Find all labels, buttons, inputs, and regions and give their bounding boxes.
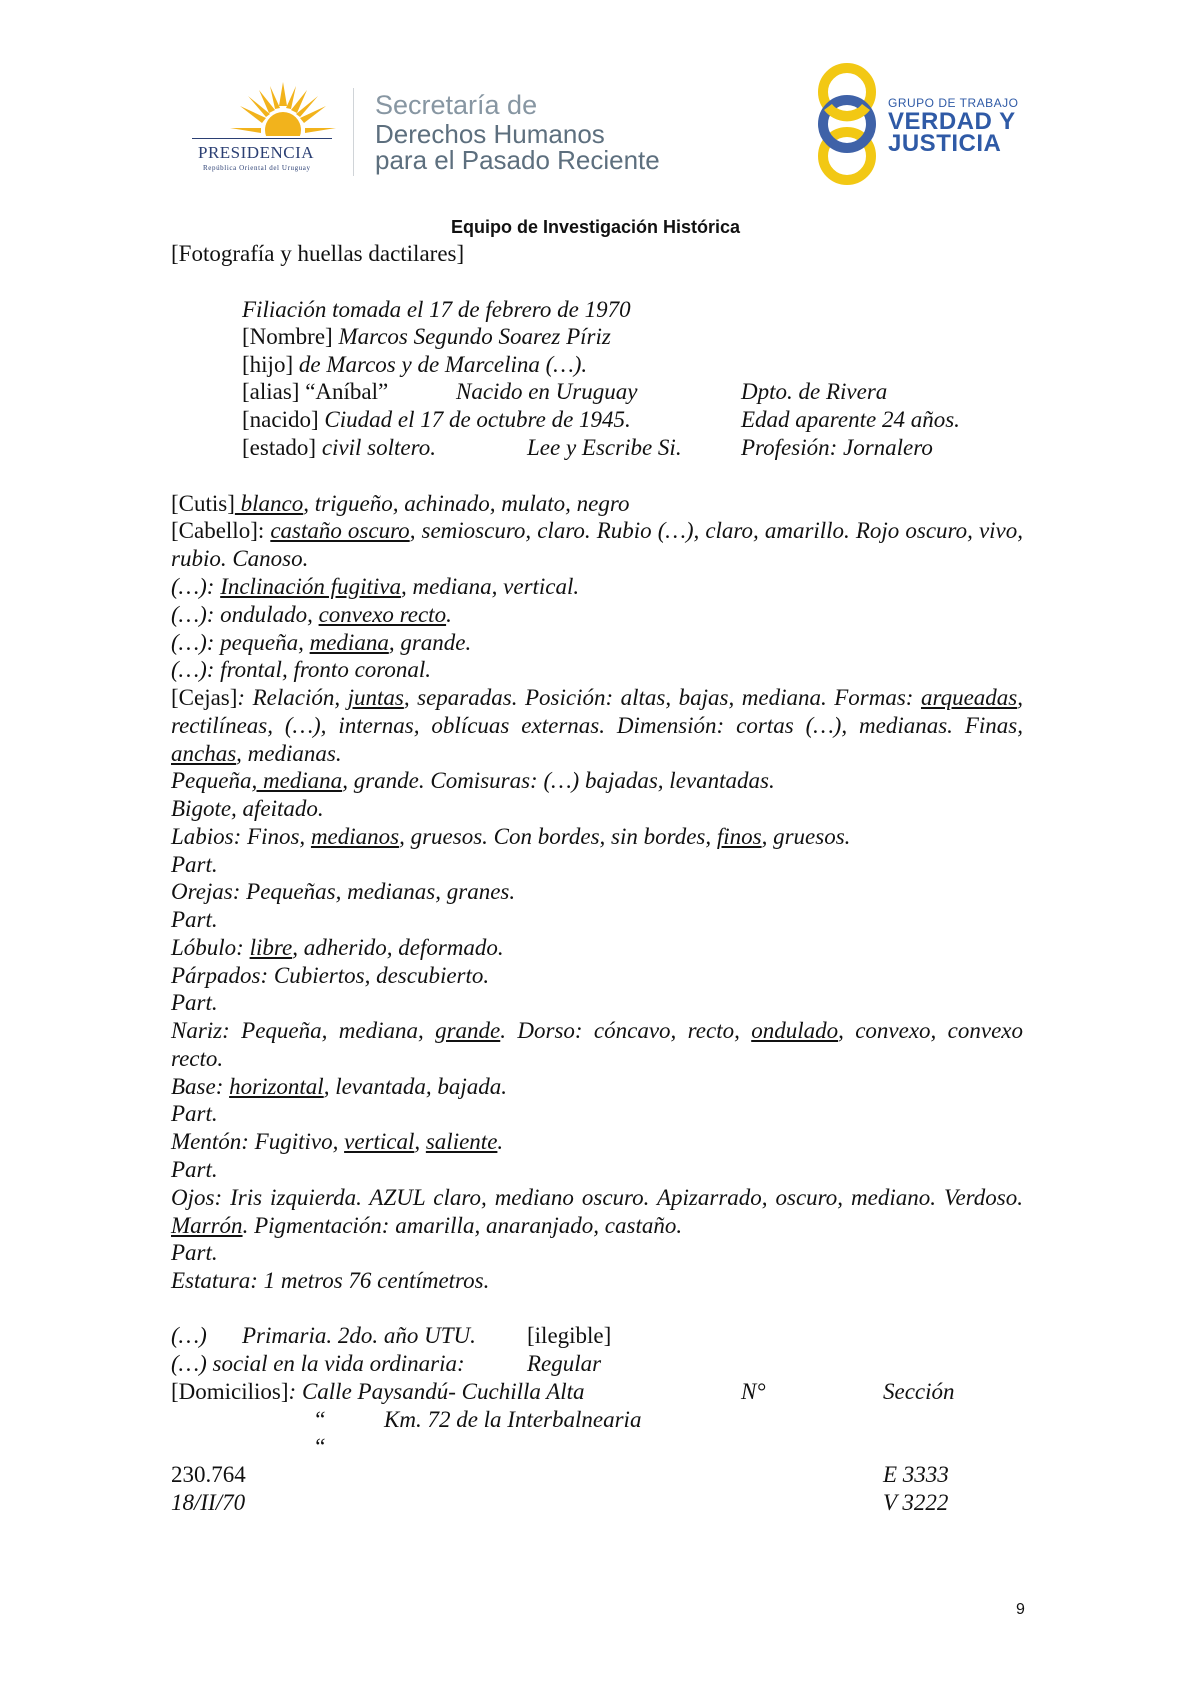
base-text-b: , levantada, bajada. xyxy=(323,1074,508,1099)
nariz-text-a: Nariz: Pequeña, mediana, xyxy=(171,1018,436,1043)
hijo-label: [hijo] xyxy=(242,352,294,377)
cejas-text-a: : Relación, xyxy=(237,685,348,710)
menton-text-a: Mentón: Fugitivo, xyxy=(171,1129,345,1154)
frente-perfil-label: (…): ondulado, xyxy=(171,602,319,627)
labios-text-c: , gruesos. xyxy=(761,824,851,849)
frente-inclinacion-options: , mediana, vertical. xyxy=(400,574,580,599)
domicilio-km: Km. 72 de la Interbalnearia xyxy=(384,1407,642,1432)
cejas-relacion-selected: juntas xyxy=(347,685,404,710)
page-number: 9 xyxy=(1016,1601,1025,1618)
base-line xyxy=(171,1073,507,1101)
grupo-trabajo-label: GRUPO DE TRABAJO xyxy=(888,96,1019,110)
ojos-text-a: Ojos: Iris izquierda. AZUL claro, mediano oscuro. Apizarrado, oscuro, mediano. Verdoso. xyxy=(171,1185,1023,1210)
frente-perfil-selected: convexo recto xyxy=(318,602,447,627)
cejas-paragraph xyxy=(171,684,1023,768)
part-line: Part. xyxy=(171,1101,218,1126)
nombre-value: Marcos Segundo Soarez Píriz xyxy=(332,324,611,349)
alias-label: [alias] “Aníbal” xyxy=(242,379,389,404)
menton-sep: , xyxy=(414,1129,426,1154)
cabello-label: [Cabello]: xyxy=(171,518,271,543)
nombre-line xyxy=(242,323,611,351)
frente-inclinacion xyxy=(171,573,579,601)
labios-text-a: Labios: Finos, xyxy=(171,824,311,849)
frente-altura-selected: mediana xyxy=(309,630,389,655)
labios-text-b: , gruesos. Con bordes, sin bordes, xyxy=(399,824,717,849)
base-text-a: Base: xyxy=(171,1074,230,1099)
frente-altura xyxy=(171,629,471,657)
ditto-mark: “ xyxy=(313,1407,326,1432)
secretaria-title-line1: Secretaría de xyxy=(375,90,538,120)
filiacion-line: Filiación tomada el 17 de febrero de 1970 xyxy=(242,297,631,322)
frente-particularidades: (…): frontal, fronto coronal. xyxy=(171,657,432,682)
frente-altura-options: , grande. xyxy=(388,630,472,655)
labios-bordes-selected: finos xyxy=(716,824,762,849)
verdad-y-label: VERDAD Y xyxy=(888,108,1016,135)
nariz-dorso-selected: ondulado xyxy=(751,1018,839,1043)
menton-line xyxy=(171,1128,503,1156)
header-vertical-divider xyxy=(353,88,354,176)
nacido-en: Nacido en Uruguay xyxy=(456,379,638,404)
nacido-line xyxy=(242,406,631,434)
social-label: (…) social en la vida ordinaria: xyxy=(171,1351,465,1376)
verdad-justicia-rings-logo xyxy=(808,62,886,186)
departamento: Dpto. de Rivera xyxy=(741,379,888,404)
part-line: Part. xyxy=(171,852,218,877)
domicilios-label: [Domicilios] xyxy=(171,1379,289,1404)
social-value: Regular xyxy=(527,1351,602,1376)
part-line: Part. xyxy=(171,1240,218,1265)
frente-inclinacion-label: (…): xyxy=(171,574,221,599)
menton-selected-1: vertical xyxy=(344,1129,415,1154)
cabello-options: , semioscuro, claro. Rubio (…), claro, amarillo. Rojo oscuro, vivo, rubio. Canoso. xyxy=(171,518,1023,571)
lobulo-text-b: , adherido, deformado. xyxy=(292,935,504,960)
orejas-line: Orejas: Pequeñas, medianas, granes. xyxy=(171,879,516,904)
secretaria-title-line3: para el Pasado Reciente xyxy=(375,145,660,175)
frente-perfil xyxy=(171,601,452,629)
nariz-text-c: , convexo, convexo recto. xyxy=(171,1018,1024,1071)
registro-v: V 3222 xyxy=(883,1490,949,1515)
nariz-paragraph xyxy=(171,1017,1023,1073)
part-line: Part. xyxy=(171,1157,218,1182)
domicilios-value: : Calle Paysandú- Cuchilla Alta xyxy=(288,1379,585,1404)
cutis-selected: blanco xyxy=(234,491,304,516)
hijo-value: de Marcos y de Marcelina (…). xyxy=(293,352,588,377)
presidencia-text: PRESIDENCIA xyxy=(198,143,315,162)
estado-value: civil soltero. xyxy=(316,435,436,460)
registro-e: E 3333 xyxy=(883,1462,949,1487)
registro-numero: 230.764 xyxy=(171,1462,246,1487)
cejas-forma-selected: arqueadas xyxy=(920,685,1018,710)
lobulo-line xyxy=(171,934,504,962)
seccion-label: Sección xyxy=(883,1379,955,1404)
edad-aparente: Edad aparente 24 años. xyxy=(741,407,960,432)
estatura-line: Estatura: 1 metros 76 centímetros. xyxy=(171,1268,490,1293)
menton-selected-2: saliente xyxy=(425,1129,498,1154)
boca-line xyxy=(171,767,775,795)
presidencia-subtitle: República Oriental del Uruguay xyxy=(203,164,311,172)
secretaria-title-line2: Derechos Humanos xyxy=(375,119,605,149)
bigote-line: Bigote, afeitado. xyxy=(171,796,324,821)
cutis-line xyxy=(171,490,629,518)
lobulo-text-a: Lóbulo: xyxy=(171,935,250,960)
instruccion-value: Primaria. 2do. año UTU. xyxy=(242,1323,476,1348)
nombre-label: [Nombre] xyxy=(242,324,333,349)
justicia-label: JUSTICIA xyxy=(888,130,1002,157)
frente-perfil-end: . xyxy=(446,602,452,627)
part-line: Part. xyxy=(171,990,218,1015)
photo-note: [Fotografía y huellas dactilares] xyxy=(171,241,465,266)
cejas-text-d: , medianas. xyxy=(236,741,342,766)
numero-label: N° xyxy=(741,1379,766,1404)
ditto-mark: “ xyxy=(313,1434,326,1459)
hijo-line xyxy=(242,351,587,379)
nariz-tamano-selected: grande xyxy=(435,1018,501,1043)
ilegible-note: [ilegible] xyxy=(527,1323,612,1348)
nacido-label: [nacido] xyxy=(242,407,319,432)
ojos-selected: Marrón xyxy=(171,1213,243,1238)
boca-selected: , mediana xyxy=(251,768,343,793)
cabello-selected: castaño oscuro xyxy=(270,518,410,543)
equipo-investigacion-heading: Equipo de Investigación Histórica xyxy=(450,217,741,237)
cutis-label: [Cutis] xyxy=(171,491,235,516)
frente-altura-label: (…): pequeña, xyxy=(171,630,310,655)
cejas-ancho-selected: anchas xyxy=(171,741,237,766)
estado-label: [estado] xyxy=(242,435,317,460)
part-line: Part. xyxy=(171,907,218,932)
domicilios-line xyxy=(171,1378,585,1406)
boca-text-b: , grande. Comisuras: (…) bajadas, levantadas. xyxy=(342,768,775,793)
presidencia-divider xyxy=(192,138,332,139)
lobulo-selected: libre xyxy=(249,935,293,960)
labios-grosor-selected: medianos xyxy=(310,824,400,849)
instruccion-label: (…) xyxy=(171,1323,207,1348)
nacido-value: Ciudad el 17 de octubre de 1945. xyxy=(318,407,631,432)
parpados-line: Párpados: Cubiertos, descubierto. xyxy=(171,963,490,988)
labios-line xyxy=(171,823,850,851)
boca-text-a: Pequeña xyxy=(171,768,252,793)
registro-fecha: 18/II/70 xyxy=(171,1490,246,1515)
menton-text-b: . xyxy=(497,1129,504,1154)
profesion: Profesión: Jornalero xyxy=(741,435,933,460)
ojos-text-b: . Pigmentación: amarilla, anaranjado, castaño. xyxy=(242,1213,683,1238)
cabello-paragraph xyxy=(171,517,1023,573)
estado-line xyxy=(242,434,436,462)
cejas-text-c: , rectilíneas, (…), internas, oblícuas externas. Dimensión: cortas (…), medianas. Finas, xyxy=(171,685,1023,738)
cejas-text-b: , separadas. Posición: altas, bajas, mediana. Formas: xyxy=(403,685,921,710)
frente-inclinacion-selected: Inclinación fugitiva xyxy=(220,574,401,599)
cejas-label: [Cejas] xyxy=(171,685,238,710)
base-selected: horizontal xyxy=(229,1074,324,1099)
cutis-options: , trigueño, achinado, mulato, negro xyxy=(303,491,630,516)
lee-escribe: Lee y Escribe Si. xyxy=(527,435,682,460)
ojos-paragraph xyxy=(171,1184,1023,1240)
nariz-text-b: . Dorso: cóncavo, recto, xyxy=(500,1018,752,1043)
